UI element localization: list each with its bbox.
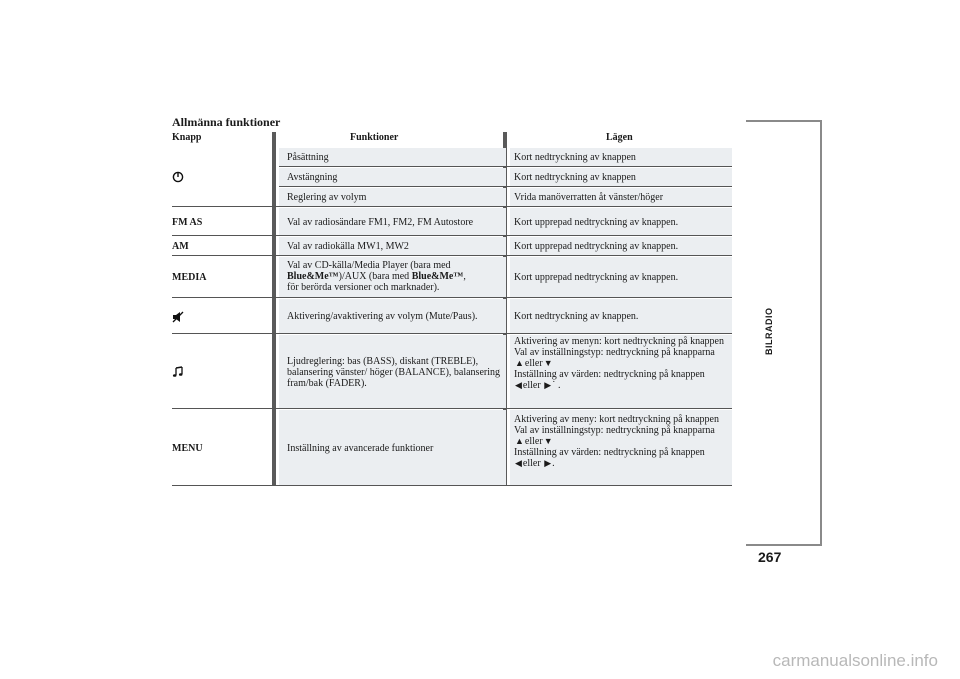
mode-cell: Aktivering av meny: kort nedtryckning på knappen Val av inställningstyp: nedtryckning på knapparna ▲eller▼ Inställning av värden: nedtryckning på knappen ◀eller ▶. xyxy=(510,410,732,486)
button-cell: MEDIA xyxy=(172,272,207,283)
header-lagen: Lägen xyxy=(606,132,633,143)
function-cell: Aktivering/avaktivering av volym (Mute/Paus). xyxy=(279,299,506,334)
function-cell: Inställning av avancerade funktioner xyxy=(279,410,506,486)
button-cell: AM xyxy=(172,241,189,252)
watermark: carmanualsonline.info xyxy=(772,651,938,670)
table-row xyxy=(172,299,732,334)
triangle-right-icon: ▶ xyxy=(544,380,552,390)
triangle-up-icon: ▲ xyxy=(515,358,524,368)
function-cell: Val av radiokälla MW1, MW2 xyxy=(279,237,506,256)
button-cell: MENU xyxy=(172,442,203,454)
function-cell: Påsättning xyxy=(279,148,506,167)
mute-icon xyxy=(172,299,271,334)
mode-cell: Vrida manöverratten åt vänster/höger xyxy=(510,188,732,207)
mode-cell: Kort nedtryckning av knappen. xyxy=(510,299,732,334)
header-funktioner: Funktioner xyxy=(350,132,399,143)
header-knapp: Knapp xyxy=(172,132,202,143)
table-row xyxy=(172,237,732,256)
triangle-up-icon: ▲ xyxy=(515,436,524,446)
section-title: Allmänna funktioner xyxy=(172,115,281,129)
mode-cell: Kort upprepad nedtryckning av knappen. xyxy=(510,208,732,236)
side-tab-frame xyxy=(746,120,822,546)
triangle-left-icon: ◀ xyxy=(515,458,522,468)
triangle-left-icon: ◀ xyxy=(515,380,522,390)
triangle-down-icon: ▼ xyxy=(543,436,553,446)
mode-cell: Aktivering av menyn: kort nedtryckning på knappen Val av inställningstyp: nedtryckning på knapparna ▲eller▼ Inställning av värden: nedtryckning på knappen ◀eller ▶˙ . xyxy=(510,335,732,409)
table-row xyxy=(172,257,732,298)
table-row xyxy=(172,410,732,486)
table-row xyxy=(172,148,732,167)
mode-cell: Kort nedtryckning av knappen xyxy=(510,148,732,167)
button-cell: FM AS xyxy=(172,216,203,228)
function-cell: Val av CD-källa/Media Player (bara med Blue&Me™)/AUX (bara med Blue&Me™, för berörda versioner och marknader). xyxy=(279,257,506,298)
sidebar-label: BILRADIO xyxy=(764,307,774,355)
music-note-icon xyxy=(172,335,271,409)
table-row xyxy=(172,188,732,207)
function-cell: Avstängning xyxy=(279,168,506,187)
table-row xyxy=(172,168,732,187)
mode-cell: Kort upprepad nedtryckning av knappen. xyxy=(510,237,732,256)
function-cell: Ljudreglering: bas (BASS), diskant (TREBLE), balansering vänster/ höger (BALANCE), balansering fram/bak (FADER). xyxy=(279,335,506,409)
triangle-down-icon: ▼ xyxy=(543,358,553,368)
triangle-right-icon: ▶ xyxy=(544,458,552,468)
mode-cell: Kort nedtryckning av knappen xyxy=(510,168,732,187)
function-cell: Reglering av volym xyxy=(279,188,506,207)
mode-cell: Kort upprepad nedtryckning av knappen. xyxy=(510,257,732,298)
table-row xyxy=(172,208,732,236)
page-number: 267 xyxy=(758,549,782,565)
table-row xyxy=(172,335,732,409)
function-cell: Val av radiosändare FM1, FM2, FM Autostore xyxy=(279,208,506,236)
